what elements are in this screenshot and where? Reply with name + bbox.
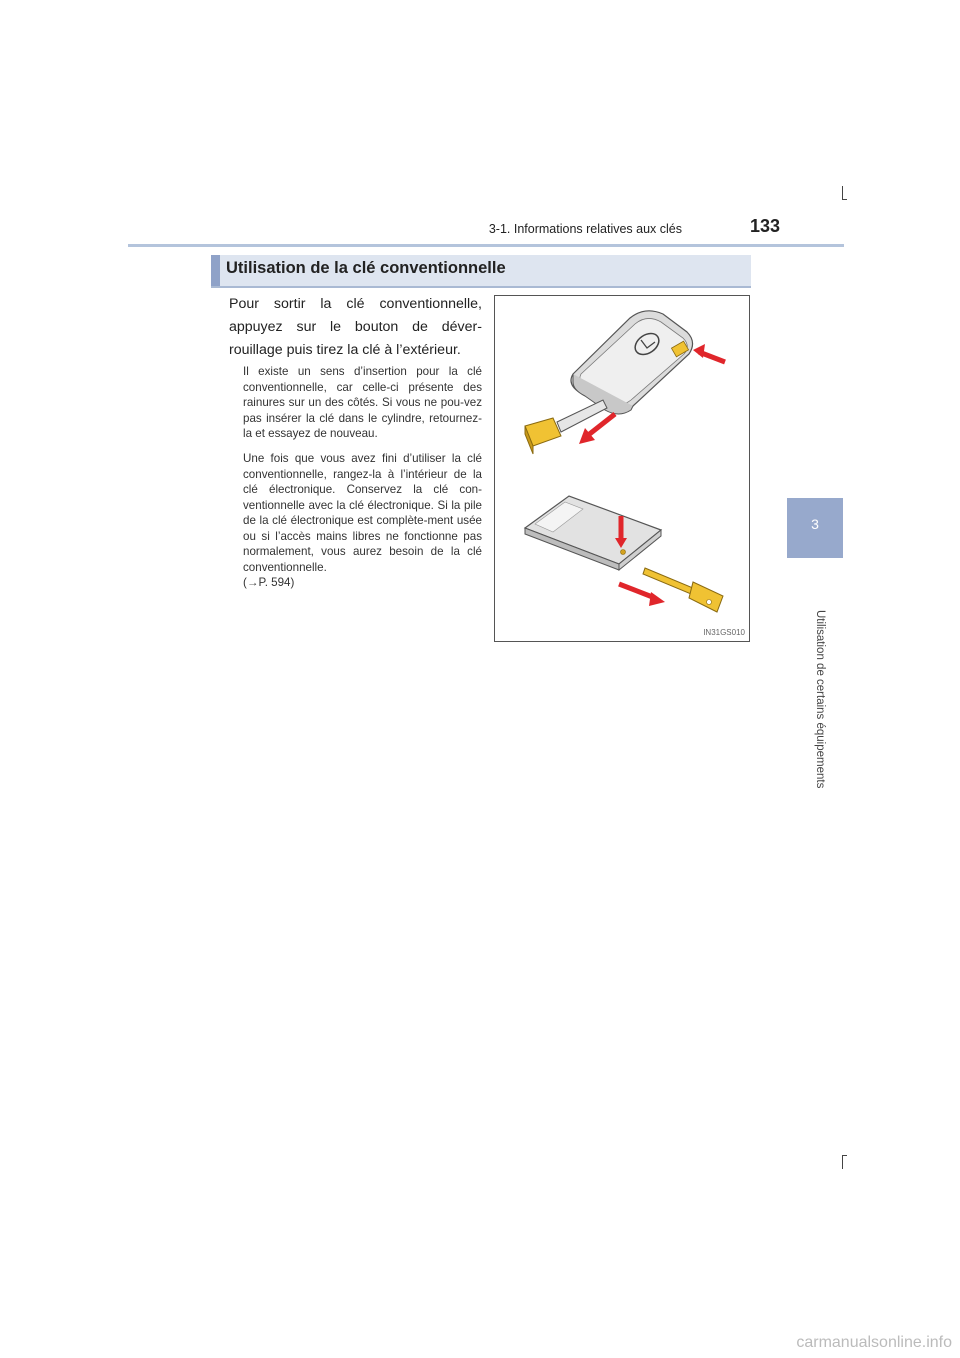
- mechanical-key-bottom: [643, 568, 723, 612]
- pull-arrow-bottom: [619, 584, 655, 598]
- chapter-title-vertical: Utilisation de certains équipements: [814, 610, 826, 789]
- page-reference: (→P. 594): [243, 576, 295, 589]
- running-header: 3-1. Informations relatives aux clés: [488, 222, 682, 236]
- card-key: [525, 496, 661, 570]
- crop-mark-bottom-right-foot: [842, 1155, 847, 1156]
- note-storage-text: Une fois que vous avez fini d’utiliser la clé conventionnelle, rangez-la à l’intérieur de la clé électronique. Conservez la clé con-ventionnelle avec la clé électronique. Si la pile de la clé électronique est complète-ment usée ou si l’accès mains libres ne fonctionne pas normalement, vous aurez besoin de la clé conventionnelle.: [243, 452, 482, 574]
- pull-arrow-top: [587, 414, 615, 436]
- illustration-code: IN31GS010: [703, 628, 745, 637]
- page-number: 133: [749, 216, 780, 236]
- crop-mark-top-right-foot: [842, 199, 847, 200]
- watermark: carmanualsonline.info: [796, 1334, 952, 1351]
- crop-mark-bottom-right: [842, 1155, 843, 1169]
- key-illustration-drawing: [495, 296, 749, 641]
- pull-arrowhead-bottom: [649, 592, 665, 606]
- main-instruction: Pour sortir la clé conventionnelle, appuyez sur le bouton de déver-rouillage puis tirez la clé à l’extérieur.: [229, 296, 482, 358]
- note-storage: [243, 451, 482, 591]
- section-title: Utilisation de la clé conventionnelle: [226, 259, 506, 277]
- chapter-tab: 3: [787, 498, 843, 558]
- section-heading-accent: [211, 255, 220, 286]
- crop-mark-top-right: [842, 186, 843, 200]
- push-arrowhead: [693, 344, 705, 358]
- smart-key-fob: [571, 311, 693, 414]
- key-illustration: [494, 295, 750, 642]
- note-insertion: Il existe un sens d’insertion pour la clé conventionnelle, car celle-ci présente des rainures sur un des côtés. Si vous ne pou-vez pas insérer la clé dans le cylindre, retournez-la et essayez de nouveau.: [243, 365, 482, 440]
- header-rule: [128, 244, 844, 247]
